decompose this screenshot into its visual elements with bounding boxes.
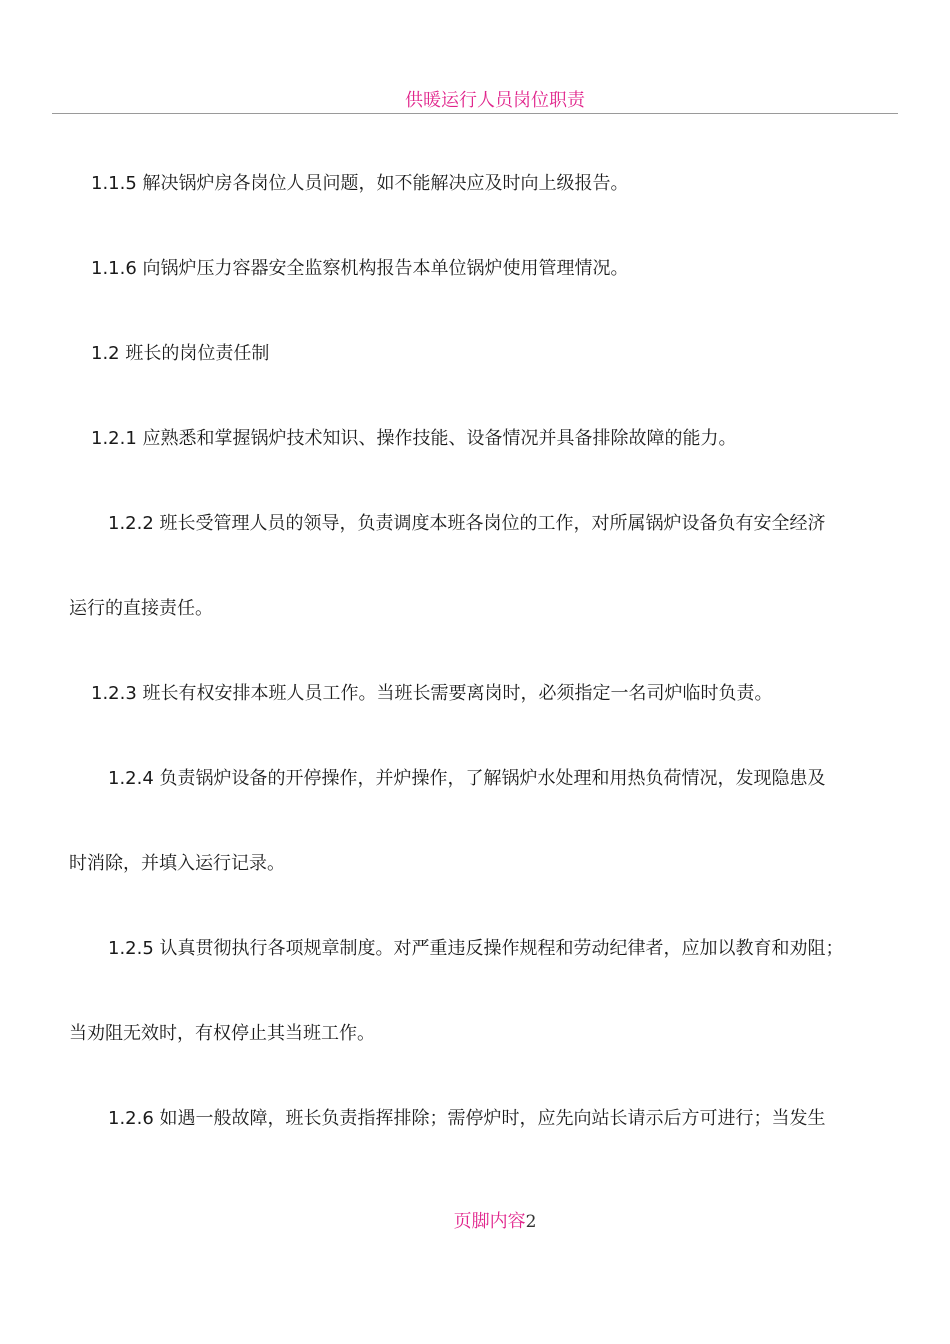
paragraph-line: 1.1.5 解决锅炉房各岗位人员问题，如不能解决应及时向上级报告。 (91, 173, 629, 194)
paragraph-line: 1.2.6 如遇一般故障，班长负责指挥排除；需停炉时，应先向站长请示后方可进行；当发生 (108, 1108, 826, 1129)
header-divider (52, 113, 898, 114)
paragraph-line: 1.2.1 应熟悉和掌握锅炉技术知识、操作技能、设备情况并具备排除故障的能力。 (91, 428, 737, 449)
paragraph-line: 1.2.3 班长有权安排本班人员工作。当班长需要离岗时，必须指定一名司炉临时负责。 (91, 683, 773, 704)
paragraph-line: 运行的直接责任。 (69, 598, 213, 619)
page-footer (0, 1209, 950, 1235)
paragraph-line: 1.1.6 向锅炉压力容器安全监察机构报告本单位锅炉使用管理情况。 (91, 258, 629, 279)
page-number: 2 (525, 1212, 537, 1232)
paragraph-line: 1.2.2 班长受管理人员的领导，负责调度本班各岗位的工作，对所属锅炉设备负有安全经济 (108, 513, 826, 534)
section-heading: 1.2 班长的岗位责任制 (91, 343, 270, 364)
paragraph-line: 时消除，并填入运行记录。 (69, 853, 285, 874)
footer-label: 页脚内容 (453, 1211, 526, 1232)
paragraph-line: 当劝阻无效时，有权停止其当班工作。 (69, 1023, 375, 1044)
paragraph-line: 1.2.4 负责锅炉设备的开停操作，并炉操作，了解锅炉水处理和用热负荷情况，发现隐患及 (108, 768, 826, 789)
page-header-title: 供暖运行人员岗位职责 (405, 90, 585, 111)
paragraph-line: 1.2.5 认真贯彻执行各项规章制度。对严重违反操作规程和劳动纪律者，应加以教育和劝阻； (108, 938, 844, 959)
